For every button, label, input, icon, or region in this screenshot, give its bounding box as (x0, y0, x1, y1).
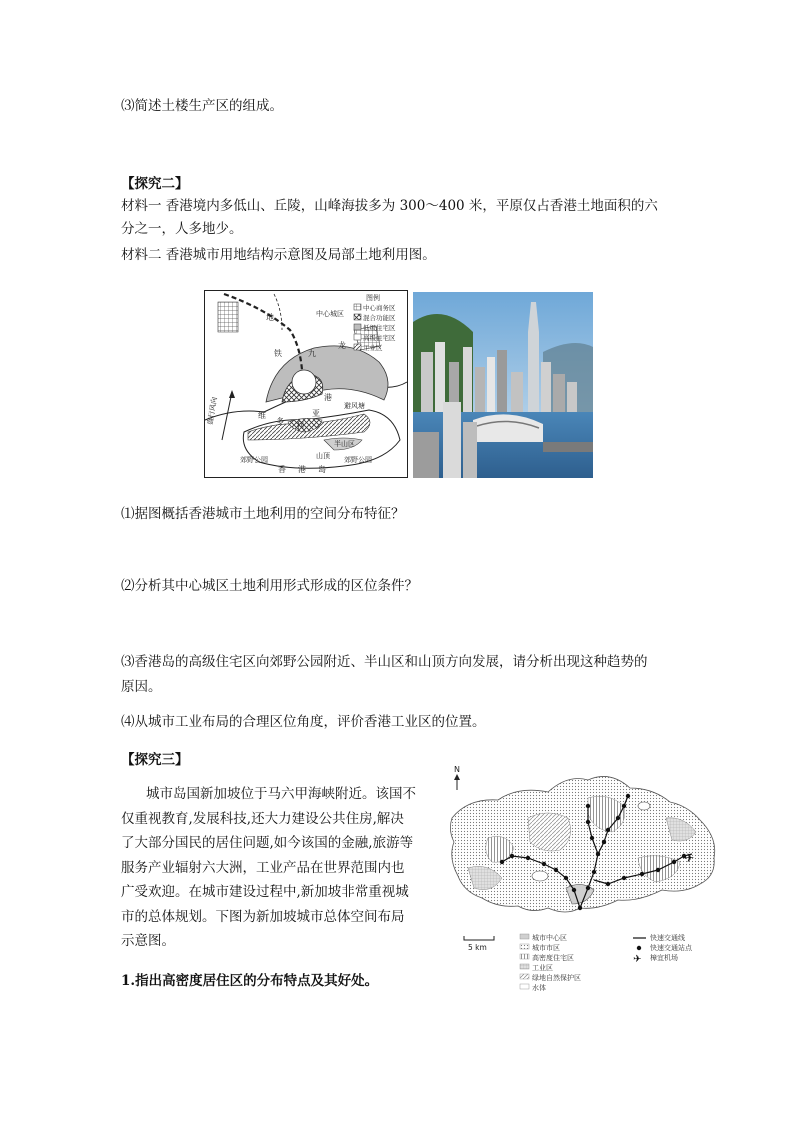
map-label-li: 利 (296, 421, 304, 430)
question-2-2: ⑵分析其中心城区土地利用形式形成的区位条件？ (121, 578, 418, 594)
map-label-di: 地 (266, 313, 274, 322)
singapore-legend-item: 高密度住宅区 (532, 954, 574, 962)
question-3-1: 1.指出高密度居住区的分布特点及其好处。 (121, 973, 379, 989)
paragraph-line: 市的总体规划。下图为新加坡城市总体空间布局 (121, 908, 405, 925)
map-label-bifeng: 避风塘 (344, 402, 365, 410)
map-label-banshan: 半山区 (334, 440, 355, 448)
question-3-tulou: ⑶简述土楼生产区的组成。 (121, 98, 283, 114)
map-label-gang2: 港 (298, 465, 306, 474)
map-label-center: 中心城区 (316, 310, 344, 318)
singapore-legend-item: 水体 (532, 984, 546, 992)
airplane-icon: ✈ (633, 954, 642, 965)
map-wind-label: 盛行风向 (206, 396, 219, 426)
section-3-heading: 【探究三】 (121, 752, 189, 768)
airplane-icon: ✈ (684, 851, 695, 865)
map-label-duo: 多 (276, 417, 284, 426)
singapore-legend-item: 樟宜机场 (650, 954, 678, 962)
map-label-ya: 亚 (312, 409, 320, 418)
section-2-heading: 【探究二】 (121, 176, 189, 192)
material-2: 材料二 香港城市用地结构示意图及局部土地利用图。 (121, 247, 436, 263)
singapore-legend-item: 绿地自然保护区 (532, 974, 581, 982)
paragraph-line: 服务产业辐射六大洲，工业产品在世界范围内也 (121, 859, 405, 876)
paragraph-line: 示意图。 (121, 933, 175, 949)
map-label-jiaoye-left: 郊野公园 (240, 456, 268, 464)
map-label-shanding: 山顶 (316, 452, 330, 460)
question-2-4: ⑷从城市工业布局的合理区位角度，评价香港工业区的位置。 (121, 714, 486, 730)
hong-kong-skyline-photo (413, 292, 593, 478)
map-legend-item: 高级住宅区 (363, 334, 396, 342)
map-legend-item: 工业区 (363, 344, 383, 352)
paragraph-line: 仅重视教育,发展科技,还大力建设公共住房,解决 (121, 810, 404, 827)
map-legend-item: 混合功能区 (363, 314, 396, 322)
map-label-gang: 港 (324, 393, 332, 402)
map-legend-item: 中心商务区 (363, 304, 396, 312)
material-1-line-2: 分之一，人多地少。 (121, 221, 243, 237)
map-label-tie: 铁 (274, 349, 282, 358)
map-legend-item: 低级住宅区 (363, 324, 396, 332)
singapore-legend-item: 城市市区 (532, 944, 560, 952)
singapore-legend-item: 快速交通站点 (650, 944, 692, 952)
section-3-paragraph (121, 782, 437, 954)
map-label-xiang: 香 (278, 465, 286, 474)
singapore-legend-item: 城市中心区 (532, 934, 567, 942)
singapore-north-label: N (454, 765, 460, 774)
question-2-1: ⑴据图概括香港城市土地利用的空间分布特征？ (121, 506, 405, 522)
singapore-scale-label: 5 km (468, 943, 487, 952)
paragraph-line: 广受欢迎。在城市建设过程中,新加坡非常重视城 (121, 884, 409, 900)
paragraph-line: 了大部分国民的居住问题,如今该国的金融,旅游等 (121, 835, 414, 851)
singapore-legend-item: 快速交通线 (650, 934, 685, 942)
map-label-wei: 维 (258, 411, 266, 420)
map-label-long: 龙 (338, 341, 346, 350)
hong-kong-land-use-map (204, 290, 408, 478)
paragraph-line: 城市岛国新加坡位于马六甲海峡附近。该国不 (146, 786, 416, 802)
singapore-legend-item: 工业区 (532, 964, 553, 972)
material-1-line-1: 材料一 香港境内多低山、丘陵，山峰海拔多为 300～400 米，平原仅占香港土地面积的六 (121, 198, 658, 214)
map-label-jiaoye-right: 郊野公园 (344, 456, 372, 464)
singapore-layout-map (448, 758, 722, 1008)
map-legend-title: 图例 (366, 294, 380, 302)
map-label-jiu: 九 (308, 349, 316, 358)
question-2-3-line-1: ⑶香港岛的高级住宅区向郊野公园附近、半山区和山顶方向发展，请分析出现这种趋势的 (121, 654, 648, 670)
question-2-3-line-2: 原因。 (121, 679, 162, 695)
map-label-dao: 岛 (318, 465, 326, 474)
